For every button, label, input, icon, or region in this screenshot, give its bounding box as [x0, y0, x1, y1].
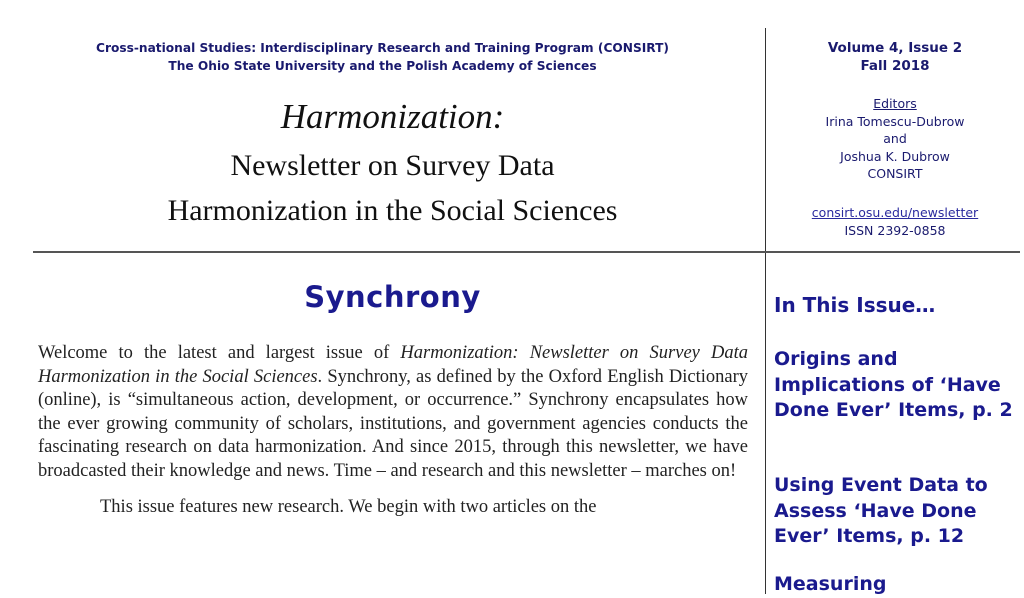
editors-label: Editors: [873, 96, 917, 111]
article-body: [38, 342, 748, 519]
article-headline: Synchrony: [304, 280, 481, 314]
toc-item[interactable]: Measuring: [774, 573, 887, 595]
newsletter-title-italic: Harmonization: Newsletter on Survey Data Harmonization in the Social Sciences: [38, 343, 748, 387]
title-line-2: Newsletter on Survey Data: [230, 149, 555, 182]
org-affiliation-line: The Ohio State University and the Polish Academy of Sciences: [168, 59, 597, 73]
editor-org: CONSIRT: [867, 166, 923, 181]
toc-heading: In This Issue…: [774, 293, 936, 317]
editor-conjunction: and: [883, 131, 907, 146]
toc-item[interactable]: Using Event Data to Assess ‘Have Done Ever’ Items, p. 12: [774, 474, 988, 547]
org-name-line: Cross-national Studies: Interdisciplinary Research and Training Program (CONSIRT): [96, 41, 669, 55]
toc-item[interactable]: Origins and Implications of ‘Have Done Ever’ Items, p. 2: [774, 348, 1013, 421]
paragraph: This issue features new research. We begin with two articles on the: [100, 496, 597, 517]
paragraph-text: Welcome to the latest and largest issue of: [38, 343, 401, 363]
issue-season: Fall 2018: [860, 58, 930, 74]
volume-issue: Volume 4, Issue 2: [827, 40, 963, 56]
issn-number: ISSN 2392-0858: [844, 223, 946, 238]
editor-name: Joshua K. Dubrow: [840, 149, 950, 164]
title-line-3: Harmonization in the Social Sciences: [167, 194, 618, 227]
newsletter-link[interactable]: consirt.osu.edu/newsletter: [811, 205, 979, 220]
title-line-1: Harmonization:: [280, 97, 505, 136]
paragraph-text: . Synchrony, as defined by the Oxford English Dictionary (online), is “simultaneous action, development, or occurrence.” Synchrony encapsulates how the ever growing community of scholars, institutions, and government agencies conducts the fascinating research on data harmonization. And since 2015, through this newsletter, we have broadcasted their knowledge and news. Time – and research and this newsletter – marches on!: [38, 366, 748, 481]
paragraph: [38, 342, 748, 484]
horizontal-rule: [33, 251, 1020, 253]
editor-name: Irina Tomescu-Dubrow: [825, 114, 965, 129]
